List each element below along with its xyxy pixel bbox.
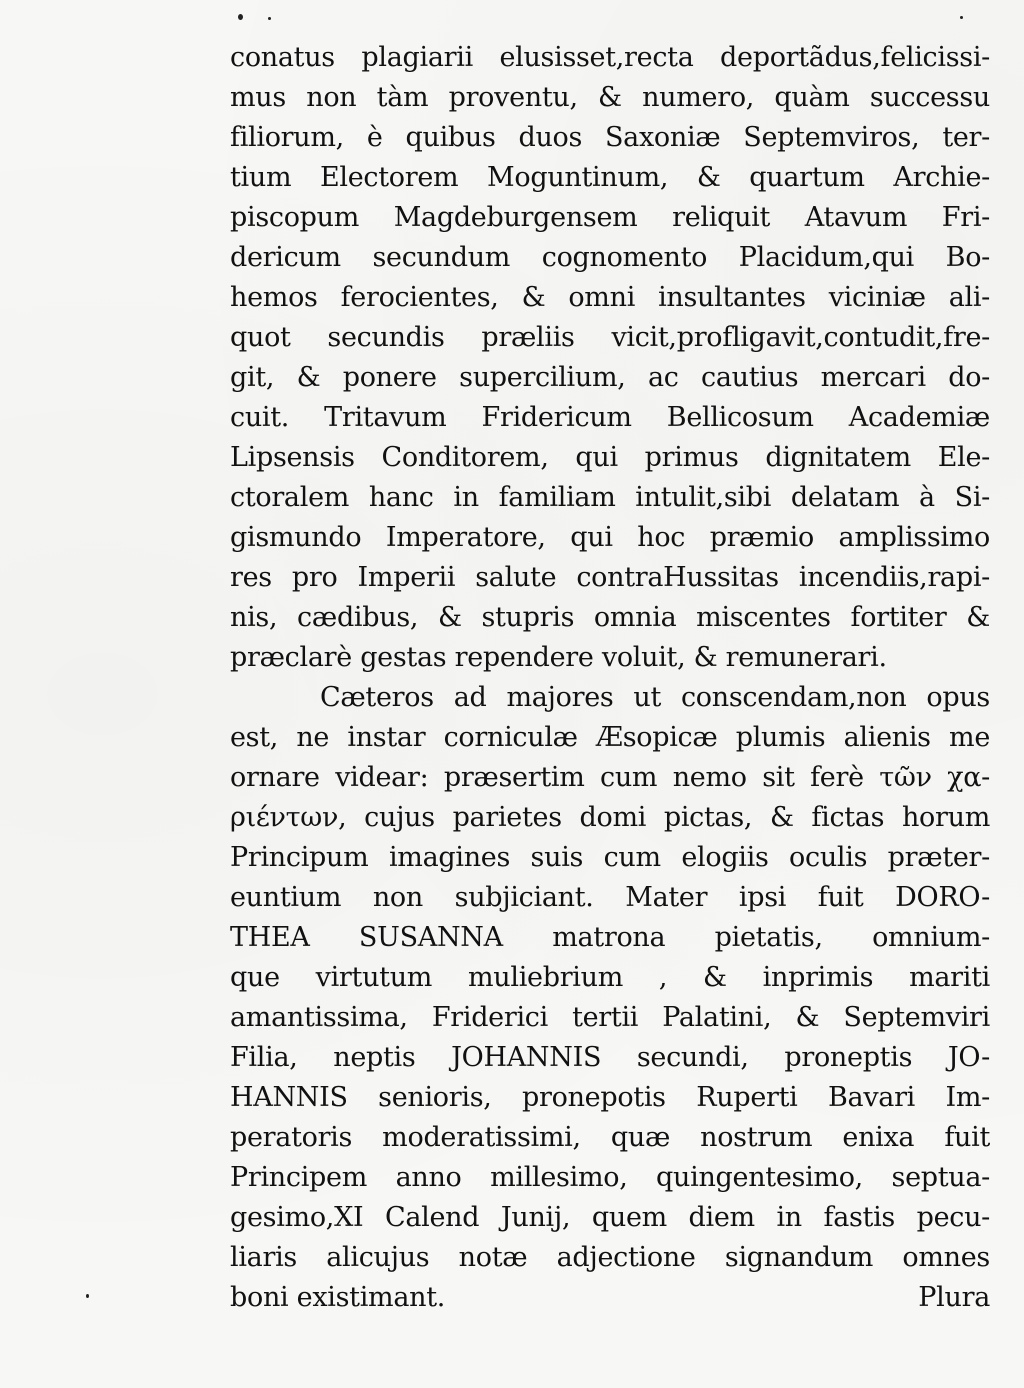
text-line: Principum imagines suis cum elogiis oculis præter-	[230, 842, 990, 873]
text-line: tium Electorem Moguntinum, & quartum Archie-	[230, 162, 990, 193]
text-line: HANNIS senioris, pronepotis Ruperti Bavari Im-	[230, 1082, 990, 1113]
text-line: ριέντων, cujus parietes domi pictas, & fictas horum	[230, 802, 990, 833]
text-line: est, ne instar corniculæ Æsopicæ plumis alienis me	[230, 722, 990, 753]
text-line: amantissima, Friderici tertii Palatini, & Septemviri	[230, 1002, 990, 1033]
text-line: Lipsensis Conditorem, qui primus dignitatem Ele-	[230, 442, 990, 473]
text-line: liaris alicujus notæ adjectione signandum omnes	[230, 1242, 990, 1273]
text-line: præclarè gestas rependere voluit, & remunerari.	[230, 642, 887, 673]
text-line: peratoris moderatissimi, quæ nostrum enixa fuit	[230, 1122, 990, 1153]
ink-speck	[268, 17, 271, 20]
text-line: hemos ferocientes, & omni insultantes viciniæ ali-	[230, 282, 990, 313]
text-line: ctoralem hanc in familiam intulit,sibi delatam à Si-	[230, 482, 990, 513]
text-line: Principem anno millesimo, quingentesimo, septua-	[230, 1162, 990, 1193]
text-line: dericum secundum cognomento Placidum,qui Bo-	[230, 242, 990, 273]
text-line: Filia, neptis JOHANNIS secundi, proneptis JO-	[230, 1042, 990, 1073]
text-line: Cæteros ad majores ut conscendam,non opus	[320, 682, 990, 713]
text-line: gesimo,XI Calend Junij, quem diem in fastis pecu-	[230, 1202, 990, 1233]
text-line: git, & ponere supercilium, ac cautius mercari do-	[230, 362, 990, 393]
ink-speck	[238, 14, 243, 20]
ink-speck	[86, 1294, 89, 1298]
text-line: gismundo Imperatore, qui hoc præmio amplissimo	[230, 522, 990, 553]
text-line: THEA SUSANNA matrona pietatis, omnium-	[230, 922, 990, 953]
ink-speck	[960, 16, 963, 19]
catchword: Plura	[918, 1282, 990, 1313]
text-line: mus non tàm proventu, & numero, quàm successu	[230, 82, 990, 113]
text-line: euntium non subjiciant. Mater ipsi fuit DORO-	[230, 882, 990, 913]
text-line: filiorum, è quibus duos Saxoniæ Septemviros, ter-	[230, 122, 990, 153]
text-line: res pro Imperii salute contraHussitas incendiis,rapi-	[230, 562, 990, 593]
text-line: ornare videar: præsertim cum nemo sit ferè τῶν χα-	[230, 762, 990, 793]
text-line: quot secundis præliis vicit,profligavit,contudit,fre-	[230, 322, 990, 353]
text-line: conatus plagiarii elusisset,recta deportãdus,felicissi-	[230, 42, 990, 73]
text-line: cuit. Tritavum Fridericum Bellicosum Academiæ	[230, 402, 990, 433]
text-line: que virtutum muliebrium , & inprimis mariti	[230, 962, 990, 993]
text-line: piscopum Magdeburgensem reliquit Atavum Fri-	[230, 202, 990, 233]
text-line: boni existimant.	[230, 1282, 446, 1313]
text-line: nis, cædibus, & stupris omnia miscentes fortiter &	[230, 602, 990, 633]
